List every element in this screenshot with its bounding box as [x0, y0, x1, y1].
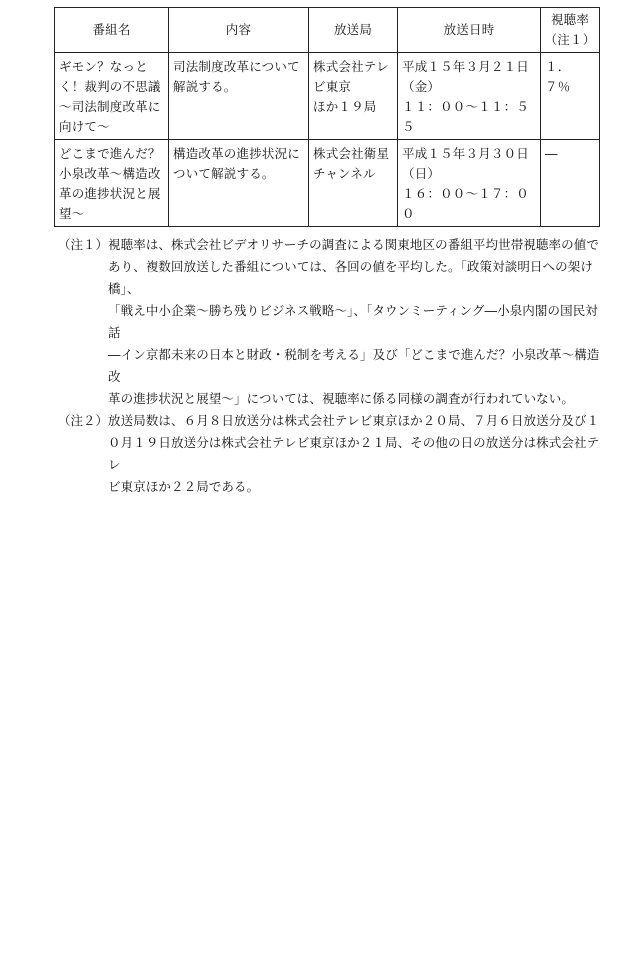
cell-content: 司法制度改革について 解説する。 [169, 53, 309, 140]
cell-air-datetime: 平成１５年３月３０日 （日） １６：００～１７：００ [398, 140, 541, 227]
footnote-text: 放送局数は、６月８日放送分は株式会社テレビ東京ほか２０局、７月６日放送分及び１ ０月１９日放送分は株式会社テレビ東京ほか２１局、その他の日の放送分は株式会社テレ ビ東京ほか２２局である。 [108, 413, 600, 494]
footnote-label: （注２） [58, 413, 109, 428]
cell-program-name: どこまで進んだ？ 小泉改革～構造改 革の進捗状況と展 望～ [55, 140, 169, 227]
broadcast-table [54, 7, 600, 227]
table-row [55, 140, 600, 227]
header-air-datetime: 放送日時 [398, 8, 541, 53]
header-program-name: 番組名 [55, 8, 169, 53]
header-broadcaster: 放送局 [309, 8, 398, 53]
cell-content: 構造改革の進捗状況に ついて解説する。 [169, 140, 309, 227]
table-header-row [55, 8, 600, 53]
cell-broadcaster: 株式会社テレ ビ東京 ほか１９局 [309, 53, 398, 140]
footnotes [58, 234, 610, 498]
cell-program-name: ギモン？なっと く！裁判の不思議 ～司法制度改革に 向けて～ [55, 53, 169, 140]
footnote-2 [58, 410, 610, 498]
cell-rating: ― [541, 140, 600, 227]
cell-broadcaster: 株式会社衛星 チャンネル [309, 140, 398, 227]
footnote-label: （注１） [58, 237, 109, 252]
header-rating: 視聴率 （注１） [541, 8, 600, 53]
footnote-1 [58, 234, 610, 410]
header-content: 内容 [169, 8, 309, 53]
cell-rating: １．７％ [541, 53, 600, 140]
footnote-text: 視聴率は、株式会社ビデオリサーチの調査による関東地区の番組平均世帯視聴率の値で あり、複数回放送した番組については、各回の値を平均した。「政策対談明日への架け橋」、 「戦え中小企業～勝ち残りビジネス戦略～」、「タウンミーティング―小泉内閣の国民対話 ―イン京都未来の日本と財政・税制を考える」及び「どこまで進んだ？小泉改革～構造改 革の進捗状況と展望～」については、視聴率に係る同様の調査が行われていない。 [108, 237, 600, 406]
table-row [55, 53, 600, 140]
cell-air-datetime: 平成１５年３月２１日 （金） １１：００～１１：５５ [398, 53, 541, 140]
